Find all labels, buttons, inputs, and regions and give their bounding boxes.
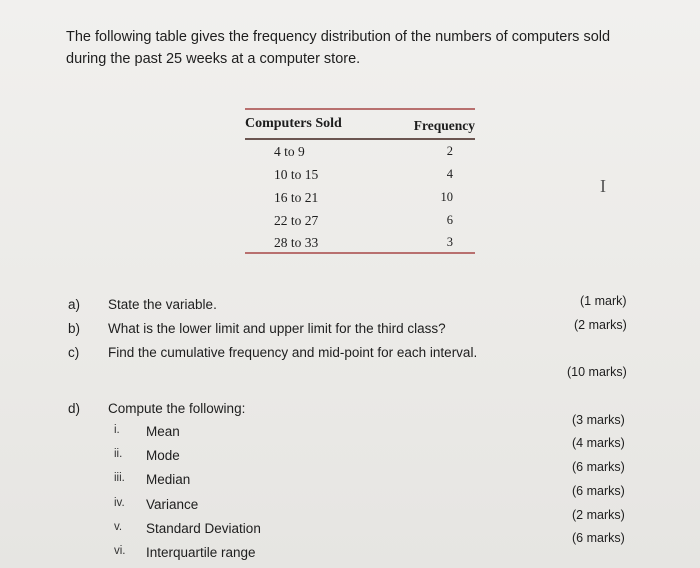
marks-iii: (6 marks) xyxy=(572,460,625,474)
frequency-cell: 2 xyxy=(446,144,453,158)
subpart-text: Variance xyxy=(146,497,199,512)
question-label: c) xyxy=(68,345,80,360)
intro-paragraph xyxy=(66,26,666,70)
frequency-cell: 6 xyxy=(446,213,453,227)
range-cell: 22 to 27 xyxy=(274,213,319,228)
range-cell: 10 to 15 xyxy=(274,167,319,182)
intro-line-1: The following table gives the frequency distribution of the numbers of computers sold xyxy=(66,29,611,45)
subpart-numeral: i. xyxy=(114,424,120,436)
subpart-numeral: vi. xyxy=(114,545,126,557)
question-label: b) xyxy=(68,321,81,336)
question-text: State the variable. xyxy=(108,297,217,312)
subpart-text: Standard Deviation xyxy=(146,521,261,536)
marks-ii: (4 marks) xyxy=(572,436,625,450)
table-top-rule xyxy=(245,108,475,110)
table-bottom-rule xyxy=(245,252,475,254)
subpart-text: Mean xyxy=(146,424,180,439)
question-label: d) xyxy=(68,401,81,416)
subpart-text: Median xyxy=(146,472,191,487)
text-cursor-icon: I xyxy=(600,176,606,196)
question-text: What is the lower limit and upper limit for the third class? xyxy=(108,321,446,336)
marks-a: (1 mark) xyxy=(580,294,627,308)
marks-vi: (6 marks) xyxy=(572,531,625,545)
table-row xyxy=(245,167,475,190)
marks-b: (2 marks) xyxy=(574,318,627,332)
table-row xyxy=(245,144,475,167)
question-text: Compute the following: xyxy=(108,401,246,416)
header-computers-sold: Computers Sold xyxy=(245,116,342,131)
subpart-text: Interquartile range xyxy=(146,545,256,560)
subpart-numeral: iii. xyxy=(114,472,125,484)
marks-iv: (6 marks) xyxy=(572,484,625,498)
header-frequency: Frequency xyxy=(413,118,475,133)
subpart-numeral: ii. xyxy=(114,448,123,460)
subpart-numeral: v. xyxy=(114,521,123,533)
intro-line-2: during the past 25 weeks at a computer store. xyxy=(66,51,361,67)
frequency-cell: 3 xyxy=(446,235,453,249)
marks-i: (3 marks) xyxy=(572,413,625,427)
question-text: Find the cumulative frequency and mid-point for each interval. xyxy=(108,345,478,360)
table-row xyxy=(245,213,475,236)
table-header-rule xyxy=(245,138,475,140)
range-cell: 28 to 33 xyxy=(274,235,319,250)
subpart-numeral: iv. xyxy=(114,497,125,509)
frequency-cell: 4 xyxy=(446,167,453,181)
table-row xyxy=(245,190,475,213)
subpart-text: Mode xyxy=(146,448,180,463)
range-cell: 16 to 21 xyxy=(274,190,319,205)
frequency-cell: 10 xyxy=(440,190,453,204)
range-cell: 4 to 9 xyxy=(274,144,305,159)
question-label: a) xyxy=(68,297,81,312)
marks-v: (2 marks) xyxy=(572,508,625,522)
table-row xyxy=(245,235,475,258)
marks-c: (10 marks) xyxy=(567,365,627,379)
